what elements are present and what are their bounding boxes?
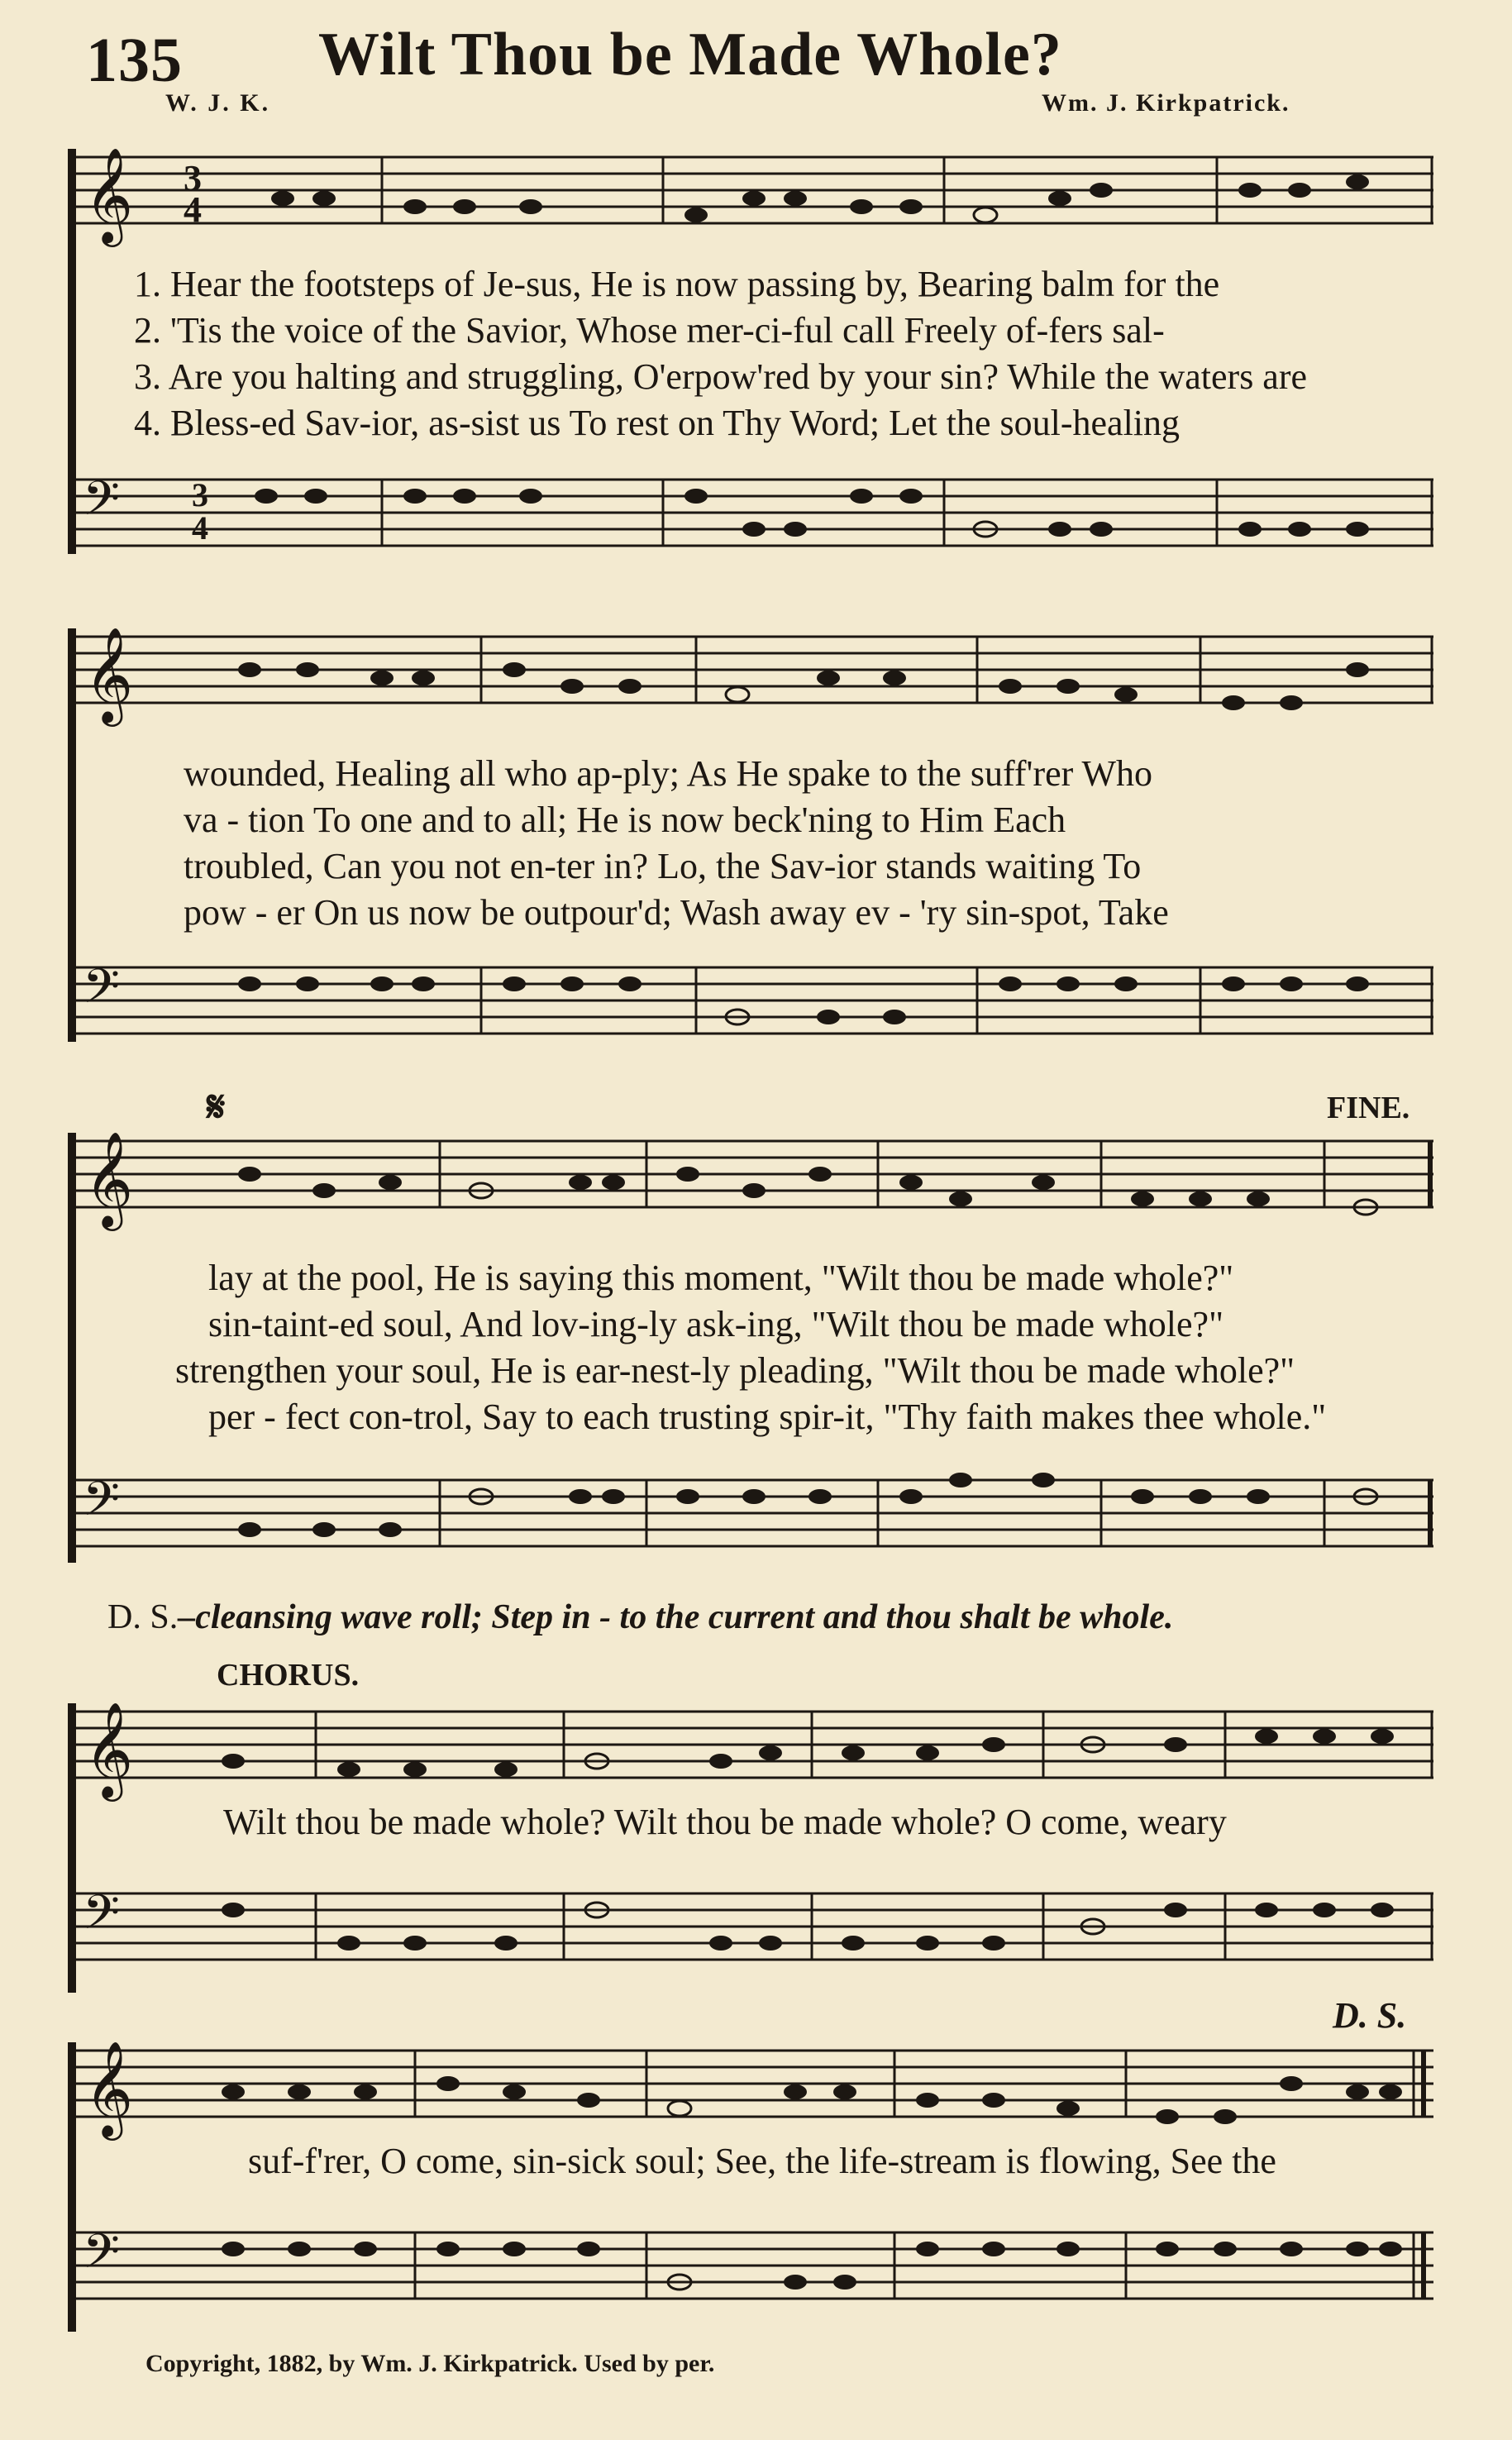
bass-staff-lines bbox=[68, 2216, 1433, 2315]
treble-staff-lines bbox=[68, 1695, 1433, 1803]
hymn-title: Wilt Thou be Made Whole? bbox=[318, 21, 1062, 88]
svg-text:3: 3 bbox=[184, 158, 202, 198]
verse-1-line-1: 1. Hear the footsteps of Je-sus, He is now passing by, Bearing balm for the bbox=[134, 264, 1220, 304]
svg-text:𝄢: 𝄢 bbox=[83, 958, 121, 1026]
music-system-2 bbox=[68, 612, 1433, 1058]
svg-text:𝄢: 𝄢 bbox=[83, 1471, 121, 1539]
svg-text:4: 4 bbox=[184, 189, 202, 230]
music-system-3 bbox=[68, 1116, 1433, 1579]
verse-2-line-1: 2. 'Tis the voice of the Savior, Whose mer-ci-ful call Freely of-fers sal- bbox=[134, 310, 1165, 351]
ds-end-mark: D. S. bbox=[1333, 1995, 1407, 2036]
bass-staff-lines bbox=[68, 951, 1433, 1042]
chorus-line-2: suf-f'rer, O come, sin-sick soul; See, the life-stream is flowing, See the bbox=[248, 2141, 1276, 2181]
svg-text:𝄞: 𝄞 bbox=[84, 2040, 134, 2137]
treble-staff-lines bbox=[68, 620, 1433, 744]
bass-staff bbox=[68, 951, 1433, 1042]
music-credit: Wm. J. Kirkpatrick. bbox=[1042, 89, 1290, 117]
verse-1-line-2: wounded, Healing all who ap-ply; As He spake to the suff'rer Who bbox=[184, 753, 1153, 794]
bass-staff bbox=[68, 1877, 1433, 1976]
treble-staff-lines bbox=[68, 2034, 1433, 2142]
svg-text:𝄞: 𝄞 bbox=[84, 146, 134, 243]
bass-staff-lines bbox=[68, 463, 1433, 554]
chorus-line-1: Wilt thou be made whole? Wilt thou be made whole? O come, weary bbox=[223, 1802, 1227, 1842]
hymn-number: 135 bbox=[86, 26, 183, 95]
treble-staff-lines bbox=[68, 141, 1433, 265]
svg-text:3: 3 bbox=[192, 476, 208, 513]
svg-text:𝄢: 𝄢 bbox=[83, 470, 121, 538]
verse-4-line-3: per - fect con-trol, Say to each trusting spir-it, "Thy faith makes thee whole." bbox=[208, 1397, 1327, 1437]
treble-staff bbox=[68, 1695, 1433, 1803]
svg-text:𝄞: 𝄞 bbox=[84, 1130, 134, 1227]
ds-text: –cleansing wave roll; Step in - to the current and thou shalt be whole. bbox=[178, 1598, 1174, 1636]
ds-text-line bbox=[107, 1597, 1173, 1637]
fine-mark: FINE. bbox=[1327, 1091, 1410, 1125]
words-credit: W. J. K. bbox=[165, 89, 271, 117]
music-system-1 bbox=[68, 132, 1433, 562]
verse-3-line-3: strengthen your soul, He is ear-nest-ly pleading, "Wilt thou be made whole?" bbox=[175, 1350, 1295, 1391]
treble-staff bbox=[68, 620, 1433, 744]
music-system-4-chorus bbox=[68, 1687, 1433, 2001]
treble-staff-lines bbox=[68, 1125, 1433, 1249]
bass-staff bbox=[68, 1464, 1433, 1563]
verse-4-line-1: 4. Bless-ed Sav-ior, as-sist us To rest on Thy Word; Let the soul-healing bbox=[134, 403, 1181, 443]
svg-text:𝄞: 𝄞 bbox=[84, 1701, 134, 1798]
verse-3-line-2: troubled, Can you not en-ter in? Lo, the Sav-ior stands waiting To bbox=[184, 846, 1142, 886]
bass-staff bbox=[68, 2216, 1433, 2315]
svg-text:4: 4 bbox=[192, 509, 208, 547]
svg-text:𝄞: 𝄞 bbox=[84, 626, 134, 723]
segno-sign: 𝄋 bbox=[207, 1084, 226, 1131]
music-system-5 bbox=[68, 2026, 1433, 2340]
bass-staff-lines bbox=[68, 1464, 1433, 1563]
svg-text:𝄢: 𝄢 bbox=[83, 2223, 121, 2291]
ds-text-label: D. S. bbox=[107, 1598, 179, 1636]
treble-staff bbox=[68, 2034, 1433, 2142]
verse-3-line-1: 3. Are you halting and struggling, O'erpow'red by your sin? While the waters are bbox=[134, 356, 1308, 397]
bass-staff-lines bbox=[68, 1877, 1433, 1976]
verse-2-line-3: sin-taint-ed soul, And lov-ing-ly ask-ing, "Wilt thou be made whole?" bbox=[208, 1304, 1224, 1344]
verse-4-line-2: pow - er On us now be outpour'd; Wash away ev - 'ry sin-spot, Take bbox=[184, 892, 1169, 933]
copyright-notice: Copyright, 1882, by Wm. J. Kirkpatrick. Used by per. bbox=[145, 2350, 715, 2377]
chorus-label: CHORUS. bbox=[217, 1658, 360, 1693]
treble-staff bbox=[68, 1125, 1433, 1249]
verse-2-line-2: va - tion To one and to all; He is now beck'ning to Him Each bbox=[184, 800, 1066, 840]
svg-text:𝄢: 𝄢 bbox=[83, 1884, 121, 1952]
verse-1-line-3: lay at the pool, He is saying this moment, "Wilt thou be made whole?" bbox=[208, 1258, 1234, 1298]
treble-staff bbox=[68, 141, 1433, 265]
bass-staff bbox=[68, 463, 1433, 554]
